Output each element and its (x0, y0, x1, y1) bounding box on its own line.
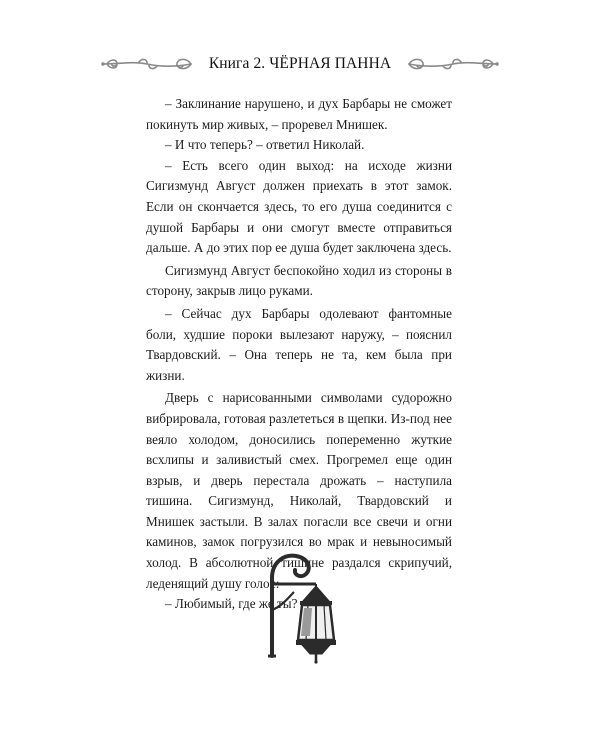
right-ornament-icon (405, 53, 501, 75)
paragraph: – Есть всего один выход: на исходе жизни Сигизмунд Август должен приехать в этот замок. Если он скончается здесь, то его душа соединится с душой Барбары и они смогут вместе отправиться дальше. А до этих пор ее душа будет заключена здесь. (146, 157, 452, 256)
paragraph: – Любимый, где же ты? (165, 596, 298, 612)
body-text (146, 94, 452, 615)
header-title: Книга 2. ЧЁРНАЯ ПАННА (208, 55, 392, 72)
paragraph: – Заклинание нарушено, и дух Барбары не сможет покинуть мир живых, – проревел Мнишек. (146, 96, 452, 132)
paragraph: Сигизмунд Август беспокойно ходил из стороны в сторону, закрыв лицо руками. (146, 262, 452, 299)
left-ornament-icon (99, 53, 195, 75)
paragraph: – И что теперь? – ответил Николай. (165, 137, 365, 153)
running-header (0, 50, 600, 78)
lantern-illustration-icon (258, 548, 342, 664)
paragraph: – Сейчас дух Барбары одолевают фантомные боли, худшие пороки вылезают наружу, – пояснил Твардовский. – Она теперь не та, кем была при жизни. (146, 305, 452, 383)
paragraph: Дверь с нарисованными символами судорожно вибрировала, готовая разлететься в щепки. Из-под нее веяло холодом, доносились попеременно жуткие всхлипы и заливистый смех. Прогремел еще один взрыв, и дверь перестала дрожать – наступила тишина. Сигизмунд, Николай, Твардовский и Мнишек застыли. В залах погасли все свечи и огни каминов, замок погрузился во мрак и невыносимый холод. В абсолютной тишине раздался скрипучий, леденящий душу голос: (146, 390, 452, 591)
